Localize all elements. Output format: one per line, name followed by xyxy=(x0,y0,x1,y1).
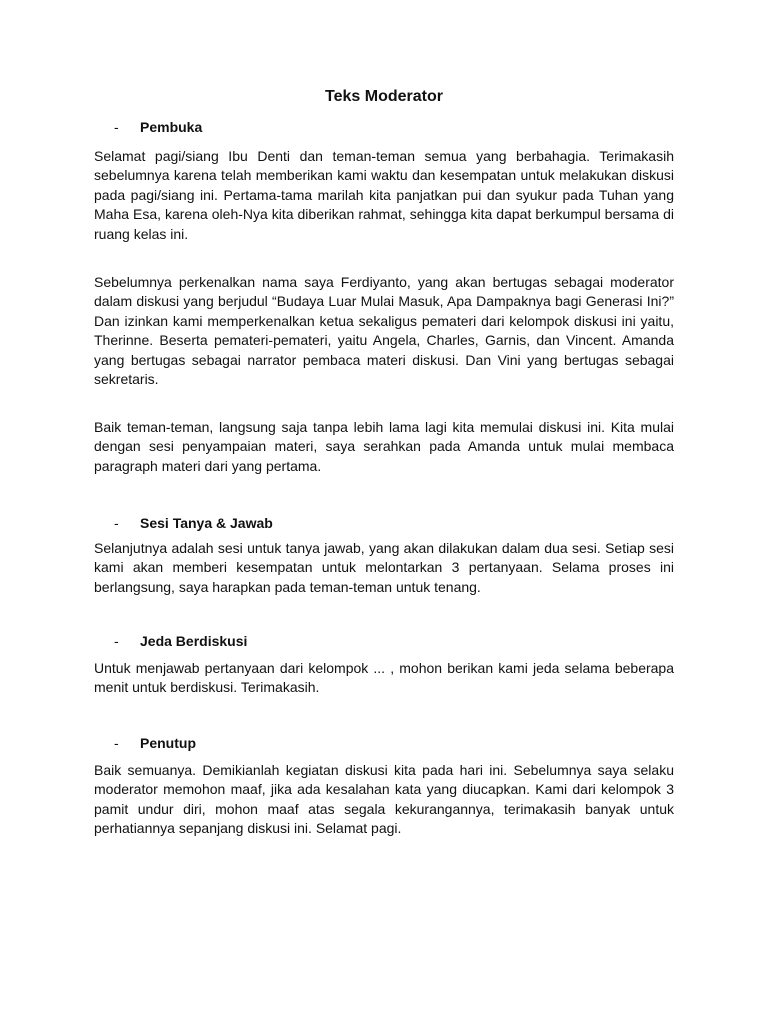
paragraph-penutup: Baik semuanya. Demikianlah kegiatan diskusi kita pada hari ini. Sebelumnya saya selaku moderator memohon maaf, jika ada kesalahan kata yang diucapkan. Kami dari kelompok 3 pamit undur diri, mohon maaf atas segala kekurangannya, terimakasih banyak untuk perhatiannya sepanjang diskusi ini. Selamat pagi. xyxy=(94,762,674,837)
bullet-dash: - xyxy=(114,633,119,649)
section-heading-jeda xyxy=(114,632,247,650)
paragraph-pembuka-start: Baik teman-teman, langsung saja tanpa lebih lama lagi kita memulai diskusi ini. Kita mulai dengan sesi penyampaian materi, saya serahkan pada Amanda untuk mulai membaca paragraph materi dari yang pertama. xyxy=(94,419,674,474)
heading-label: Jeda Berdiskusi xyxy=(140,633,248,649)
heading-label: Sesi Tanya & Jawab xyxy=(140,515,273,531)
paragraph-pembuka-introduction: Sebelumnya perkenalkan nama saya Ferdiyanto, yang akan bertugas sebagai moderator dalam diskusi yang berjudul “Budaya Luar Mulai Masuk, Apa Dampaknya bagi Generasi Ini?” Dan izinkan kami memperkenalkan ketua sekaligus pemateri dari kelompok diskusi ini yaitu, Therinne. Beserta pemateri-pemateri, yaitu Angela, Charles, Garnis, dan Vincent. Amanda yang bertugas sebagai narrator pembaca materi diskusi. Dan Vini yang bertugas sebagai sekretaris. xyxy=(94,274,674,388)
paragraph-jeda: Untuk menjawab pertanyaan dari kelompok ... , mohon berikan kami jeda selama beberapa menit untuk berdiskusi. Terimakasih. xyxy=(94,660,674,696)
section-heading-pembuka xyxy=(114,118,202,136)
section-heading-tanya-jawab xyxy=(114,514,273,532)
bullet-dash: - xyxy=(114,119,119,135)
section-heading-penutup xyxy=(114,734,196,752)
heading-label: Penutup xyxy=(140,735,196,751)
document-title: Teks Moderator xyxy=(325,88,443,105)
paragraph-pembuka-opening: Selamat pagi/siang Ibu Denti dan teman-teman semua yang berbahagia. Terimakasih sebelumnya karena telah memberikan kami waktu dan kesempatan untuk melakukan diskusi pada pagi/siang ini. Pertama-tama marilah kita panjatkan pui dan syukur pada Tuhan yang Maha Esa, karena oleh-Nya kita diberikan rahmat, sehingga kita dapat berkumpul bersama di ruang kelas ini. xyxy=(94,148,674,242)
heading-label: Pembuka xyxy=(140,119,203,135)
bullet-dash: - xyxy=(114,515,119,531)
bullet-dash: - xyxy=(114,735,119,751)
paragraph-tanya-jawab: Selanjutnya adalah sesi untuk tanya jawab, yang akan dilakukan dalam dua sesi. Setiap sesi kami akan memberi kesempatan untuk melontarkan 3 pertanyaan. Selama proses ini berlangsung, saya harapkan pada teman-teman untuk tenang. xyxy=(94,540,674,595)
